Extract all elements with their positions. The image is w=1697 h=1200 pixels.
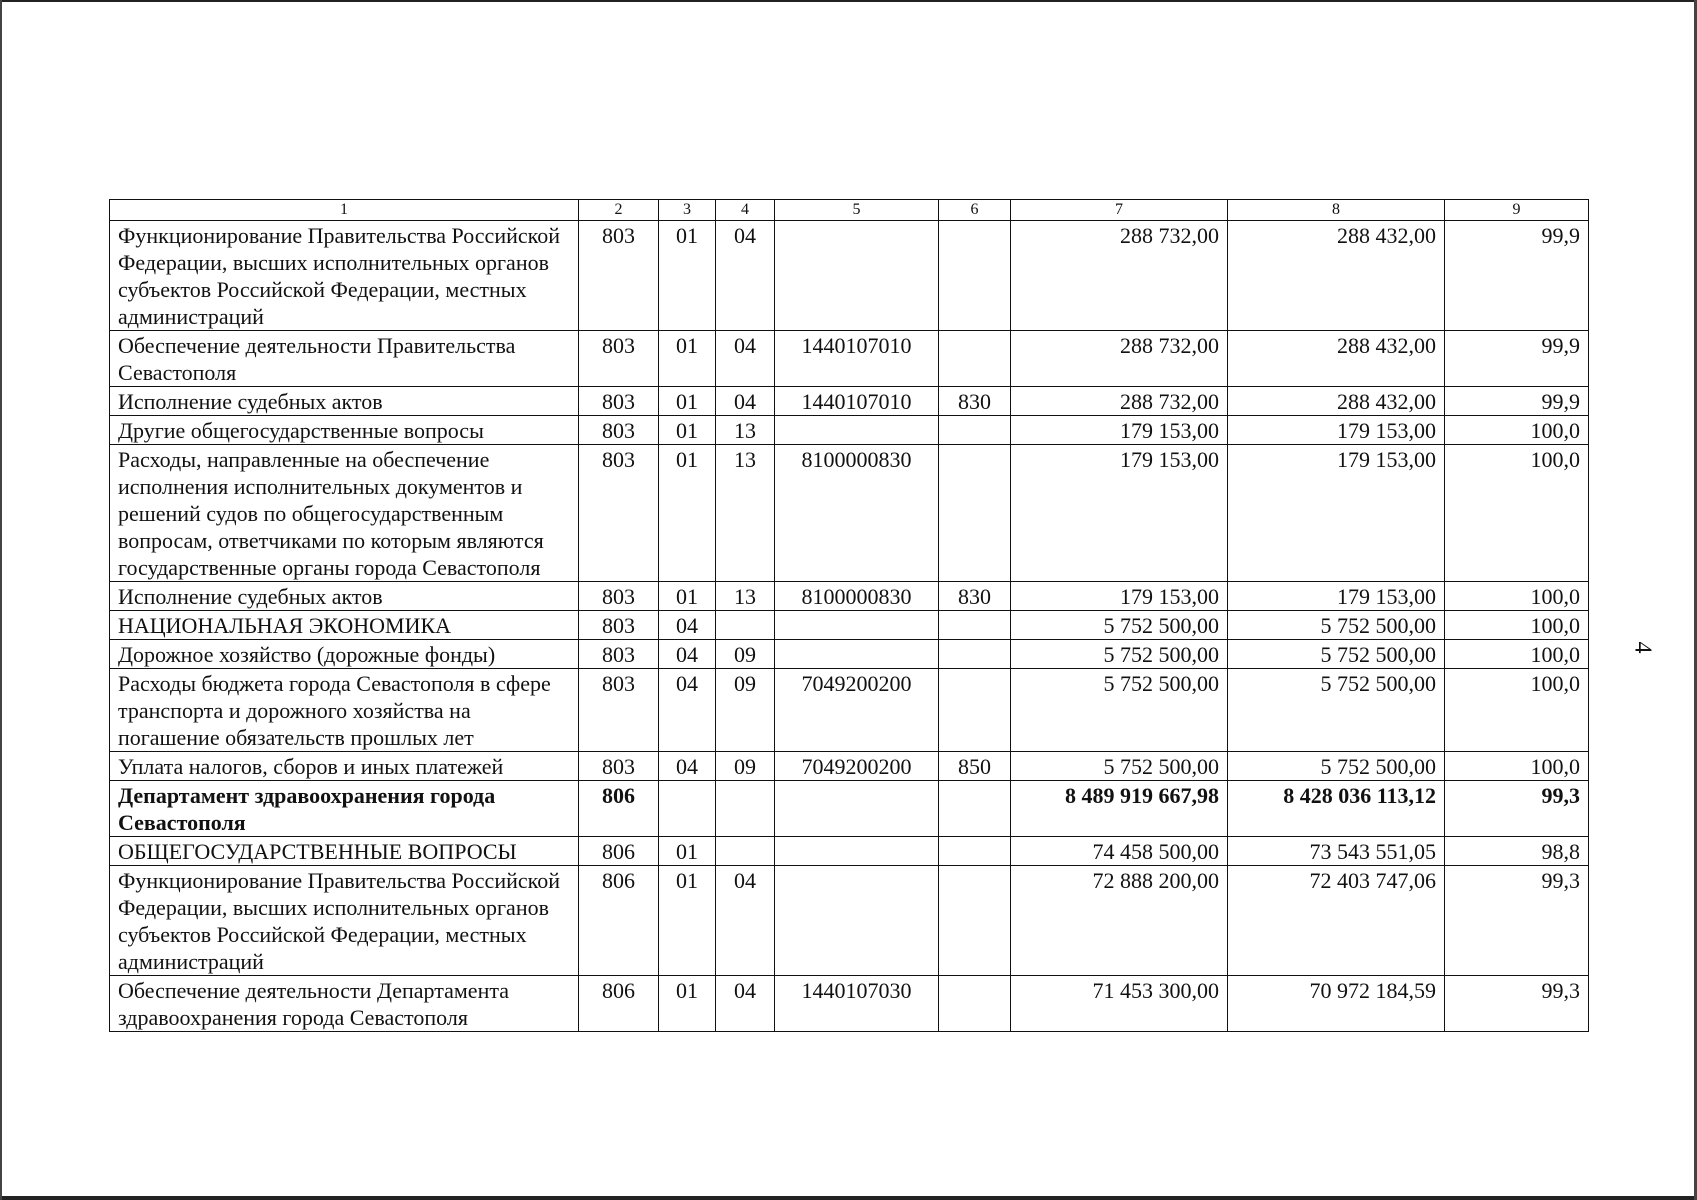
cell-executed-amount: 288 432,00 xyxy=(1228,331,1445,387)
cell-ministry-code: 803 xyxy=(579,640,659,669)
cell-executed-amount: 5 752 500,00 xyxy=(1228,752,1445,781)
cell-percent: 98,8 xyxy=(1445,837,1589,866)
cell-ministry-code: 803 xyxy=(579,669,659,752)
cell-percent: 100,0 xyxy=(1445,640,1589,669)
cell-ministry-code: 806 xyxy=(579,866,659,976)
cell-name: Другие общегосударственные вопросы xyxy=(110,416,579,445)
cell-percent: 99,9 xyxy=(1445,331,1589,387)
cell-target-article xyxy=(775,866,939,976)
cell-target-article: 1440107030 xyxy=(775,976,939,1032)
cell-executed-amount: 288 432,00 xyxy=(1228,221,1445,331)
cell-name: ОБЩЕГОСУДАРСТВЕННЫЕ ВОПРОСЫ xyxy=(110,837,579,866)
cell-target-article xyxy=(775,416,939,445)
cell-target-article xyxy=(775,640,939,669)
cell-executed-amount: 179 153,00 xyxy=(1228,582,1445,611)
cell-ministry-code: 803 xyxy=(579,582,659,611)
cell-expense-type xyxy=(939,976,1011,1032)
cell-target-article: 8100000830 xyxy=(775,582,939,611)
cell-subsection-code xyxy=(716,837,775,866)
column-header: 3 xyxy=(659,200,716,221)
cell-expense-type xyxy=(939,611,1011,640)
table-row xyxy=(110,611,1589,640)
cell-planned-amount: 8 489 919 667,98 xyxy=(1011,781,1228,837)
cell-expense-type xyxy=(939,866,1011,976)
cell-section-code: 01 xyxy=(659,837,716,866)
cell-name: Обеспечение деятельности Департамента здравоохранения города Севастополя xyxy=(110,976,579,1032)
cell-planned-amount: 179 153,00 xyxy=(1011,582,1228,611)
scan-edge-bottom xyxy=(0,1196,1697,1200)
cell-percent: 100,0 xyxy=(1445,582,1589,611)
cell-percent: 100,0 xyxy=(1445,669,1589,752)
cell-planned-amount: 288 732,00 xyxy=(1011,221,1228,331)
table-row xyxy=(110,669,1589,752)
cell-subsection-code: 09 xyxy=(716,752,775,781)
cell-planned-amount: 288 732,00 xyxy=(1011,331,1228,387)
cell-name: Исполнение судебных актов xyxy=(110,387,579,416)
table-row xyxy=(110,837,1589,866)
column-header: 4 xyxy=(716,200,775,221)
cell-ministry-code: 803 xyxy=(579,416,659,445)
cell-section-code: 04 xyxy=(659,669,716,752)
cell-section-code: 01 xyxy=(659,582,716,611)
cell-percent: 100,0 xyxy=(1445,752,1589,781)
cell-target-article: 1440107010 xyxy=(775,387,939,416)
cell-expense-type: 830 xyxy=(939,387,1011,416)
cell-planned-amount: 179 153,00 xyxy=(1011,416,1228,445)
cell-subsection-code: 04 xyxy=(716,331,775,387)
cell-section-code: 04 xyxy=(659,640,716,669)
cell-percent: 99,3 xyxy=(1445,976,1589,1032)
cell-subsection-code: 09 xyxy=(716,669,775,752)
cell-planned-amount: 288 732,00 xyxy=(1011,387,1228,416)
cell-name: Исполнение судебных актов xyxy=(110,582,579,611)
cell-expense-type xyxy=(939,640,1011,669)
cell-target-article: 7049200200 xyxy=(775,752,939,781)
table-row xyxy=(110,866,1589,976)
column-header: 6 xyxy=(939,200,1011,221)
cell-executed-amount: 70 972 184,59 xyxy=(1228,976,1445,1032)
table-header-row xyxy=(110,200,1589,221)
cell-ministry-code: 803 xyxy=(579,387,659,416)
scan-edge-left xyxy=(0,0,2,1200)
cell-executed-amount: 73 543 551,05 xyxy=(1228,837,1445,866)
cell-expense-type xyxy=(939,669,1011,752)
cell-expense-type xyxy=(939,331,1011,387)
cell-name: Расходы бюджета города Севастополя в сфере транспорта и дорожного хозяйства на погашение обязательств прошлых лет xyxy=(110,669,579,752)
cell-ministry-code: 803 xyxy=(579,221,659,331)
cell-target-article xyxy=(775,837,939,866)
cell-target-article: 8100000830 xyxy=(775,445,939,582)
cell-name: Функционирование Правительства Российской Федерации, высших исполнительных органов субъектов Российской Федерации, местных администраций xyxy=(110,221,579,331)
cell-subsection-code: 13 xyxy=(716,445,775,582)
column-header: 7 xyxy=(1011,200,1228,221)
cell-section-code: 04 xyxy=(659,752,716,781)
cell-subsection-code: 04 xyxy=(716,976,775,1032)
page-number: 4 xyxy=(1629,641,1656,654)
cell-subsection-code: 04 xyxy=(716,221,775,331)
cell-name: Функционирование Правительства Российской Федерации, высших исполнительных органов субъектов Российской Федерации, местных администраций xyxy=(110,866,579,976)
cell-target-article: 7049200200 xyxy=(775,669,939,752)
cell-executed-amount: 8 428 036 113,12 xyxy=(1228,781,1445,837)
cell-planned-amount: 74 458 500,00 xyxy=(1011,837,1228,866)
cell-section-code: 01 xyxy=(659,976,716,1032)
cell-planned-amount: 5 752 500,00 xyxy=(1011,611,1228,640)
cell-executed-amount: 5 752 500,00 xyxy=(1228,611,1445,640)
cell-name: Дорожное хозяйство (дорожные фонды) xyxy=(110,640,579,669)
cell-name: Департамент здравоохранения города Севастополя xyxy=(110,781,579,837)
column-header: 9 xyxy=(1445,200,1589,221)
cell-executed-amount: 5 752 500,00 xyxy=(1228,640,1445,669)
table-row xyxy=(110,416,1589,445)
cell-section-code: 04 xyxy=(659,611,716,640)
cell-section-code: 01 xyxy=(659,445,716,582)
cell-expense-type: 830 xyxy=(939,582,1011,611)
cell-target-article: 1440107010 xyxy=(775,331,939,387)
table-row xyxy=(110,331,1589,387)
scan-edge-top xyxy=(0,0,1697,2)
column-header: 2 xyxy=(579,200,659,221)
cell-name: НАЦИОНАЛЬНАЯ ЭКОНОМИКА xyxy=(110,611,579,640)
table-row xyxy=(110,781,1589,837)
cell-name: Обеспечение деятельности Правительства Севастополя xyxy=(110,331,579,387)
table-row xyxy=(110,221,1589,331)
cell-planned-amount: 5 752 500,00 xyxy=(1011,752,1228,781)
budget-table xyxy=(109,199,1589,1032)
cell-section-code: 01 xyxy=(659,387,716,416)
cell-percent: 99,3 xyxy=(1445,781,1589,837)
cell-expense-type xyxy=(939,221,1011,331)
cell-percent: 100,0 xyxy=(1445,611,1589,640)
cell-executed-amount: 5 752 500,00 xyxy=(1228,669,1445,752)
table-row xyxy=(110,752,1589,781)
cell-ministry-code: 806 xyxy=(579,781,659,837)
cell-ministry-code: 803 xyxy=(579,611,659,640)
cell-percent: 99,9 xyxy=(1445,387,1589,416)
table-row xyxy=(110,976,1589,1032)
cell-planned-amount: 179 153,00 xyxy=(1011,445,1228,582)
cell-subsection-code: 04 xyxy=(716,866,775,976)
cell-percent: 99,3 xyxy=(1445,866,1589,976)
cell-target-article xyxy=(775,611,939,640)
cell-subsection-code: 09 xyxy=(716,640,775,669)
table-row xyxy=(110,387,1589,416)
cell-subsection-code: 13 xyxy=(716,582,775,611)
cell-percent: 99,9 xyxy=(1445,221,1589,331)
cell-executed-amount: 288 432,00 xyxy=(1228,387,1445,416)
cell-subsection-code: 04 xyxy=(716,387,775,416)
cell-ministry-code: 803 xyxy=(579,445,659,582)
cell-planned-amount: 72 888 200,00 xyxy=(1011,866,1228,976)
cell-ministry-code: 806 xyxy=(579,837,659,866)
cell-section-code xyxy=(659,781,716,837)
cell-subsection-code xyxy=(716,781,775,837)
column-header: 8 xyxy=(1228,200,1445,221)
cell-section-code: 01 xyxy=(659,416,716,445)
column-header: 5 xyxy=(775,200,939,221)
cell-percent: 100,0 xyxy=(1445,416,1589,445)
column-header: 1 xyxy=(110,200,579,221)
table-row xyxy=(110,640,1589,669)
cell-planned-amount: 5 752 500,00 xyxy=(1011,640,1228,669)
cell-executed-amount: 72 403 747,06 xyxy=(1228,866,1445,976)
cell-planned-amount: 71 453 300,00 xyxy=(1011,976,1228,1032)
cell-section-code: 01 xyxy=(659,221,716,331)
cell-subsection-code xyxy=(716,611,775,640)
cell-target-article xyxy=(775,221,939,331)
cell-section-code: 01 xyxy=(659,331,716,387)
cell-ministry-code: 803 xyxy=(579,331,659,387)
cell-executed-amount: 179 153,00 xyxy=(1228,416,1445,445)
cell-subsection-code: 13 xyxy=(716,416,775,445)
cell-expense-type xyxy=(939,445,1011,582)
table-row xyxy=(110,582,1589,611)
cell-expense-type xyxy=(939,837,1011,866)
cell-planned-amount: 5 752 500,00 xyxy=(1011,669,1228,752)
cell-target-article xyxy=(775,781,939,837)
cell-expense-type xyxy=(939,781,1011,837)
cell-ministry-code: 803 xyxy=(579,752,659,781)
cell-ministry-code: 806 xyxy=(579,976,659,1032)
cell-percent: 100,0 xyxy=(1445,445,1589,582)
table-row xyxy=(110,445,1589,582)
cell-executed-amount: 179 153,00 xyxy=(1228,445,1445,582)
cell-name: Уплата налогов, сборов и иных платежей xyxy=(110,752,579,781)
cell-section-code: 01 xyxy=(659,866,716,976)
cell-expense-type: 850 xyxy=(939,752,1011,781)
cell-name: Расходы, направленные на обеспечение исполнения исполнительных документов и решений судов по общегосударственным вопросам, ответчиками по которым являются государственные органы города Севастополя xyxy=(110,445,579,582)
cell-expense-type xyxy=(939,416,1011,445)
